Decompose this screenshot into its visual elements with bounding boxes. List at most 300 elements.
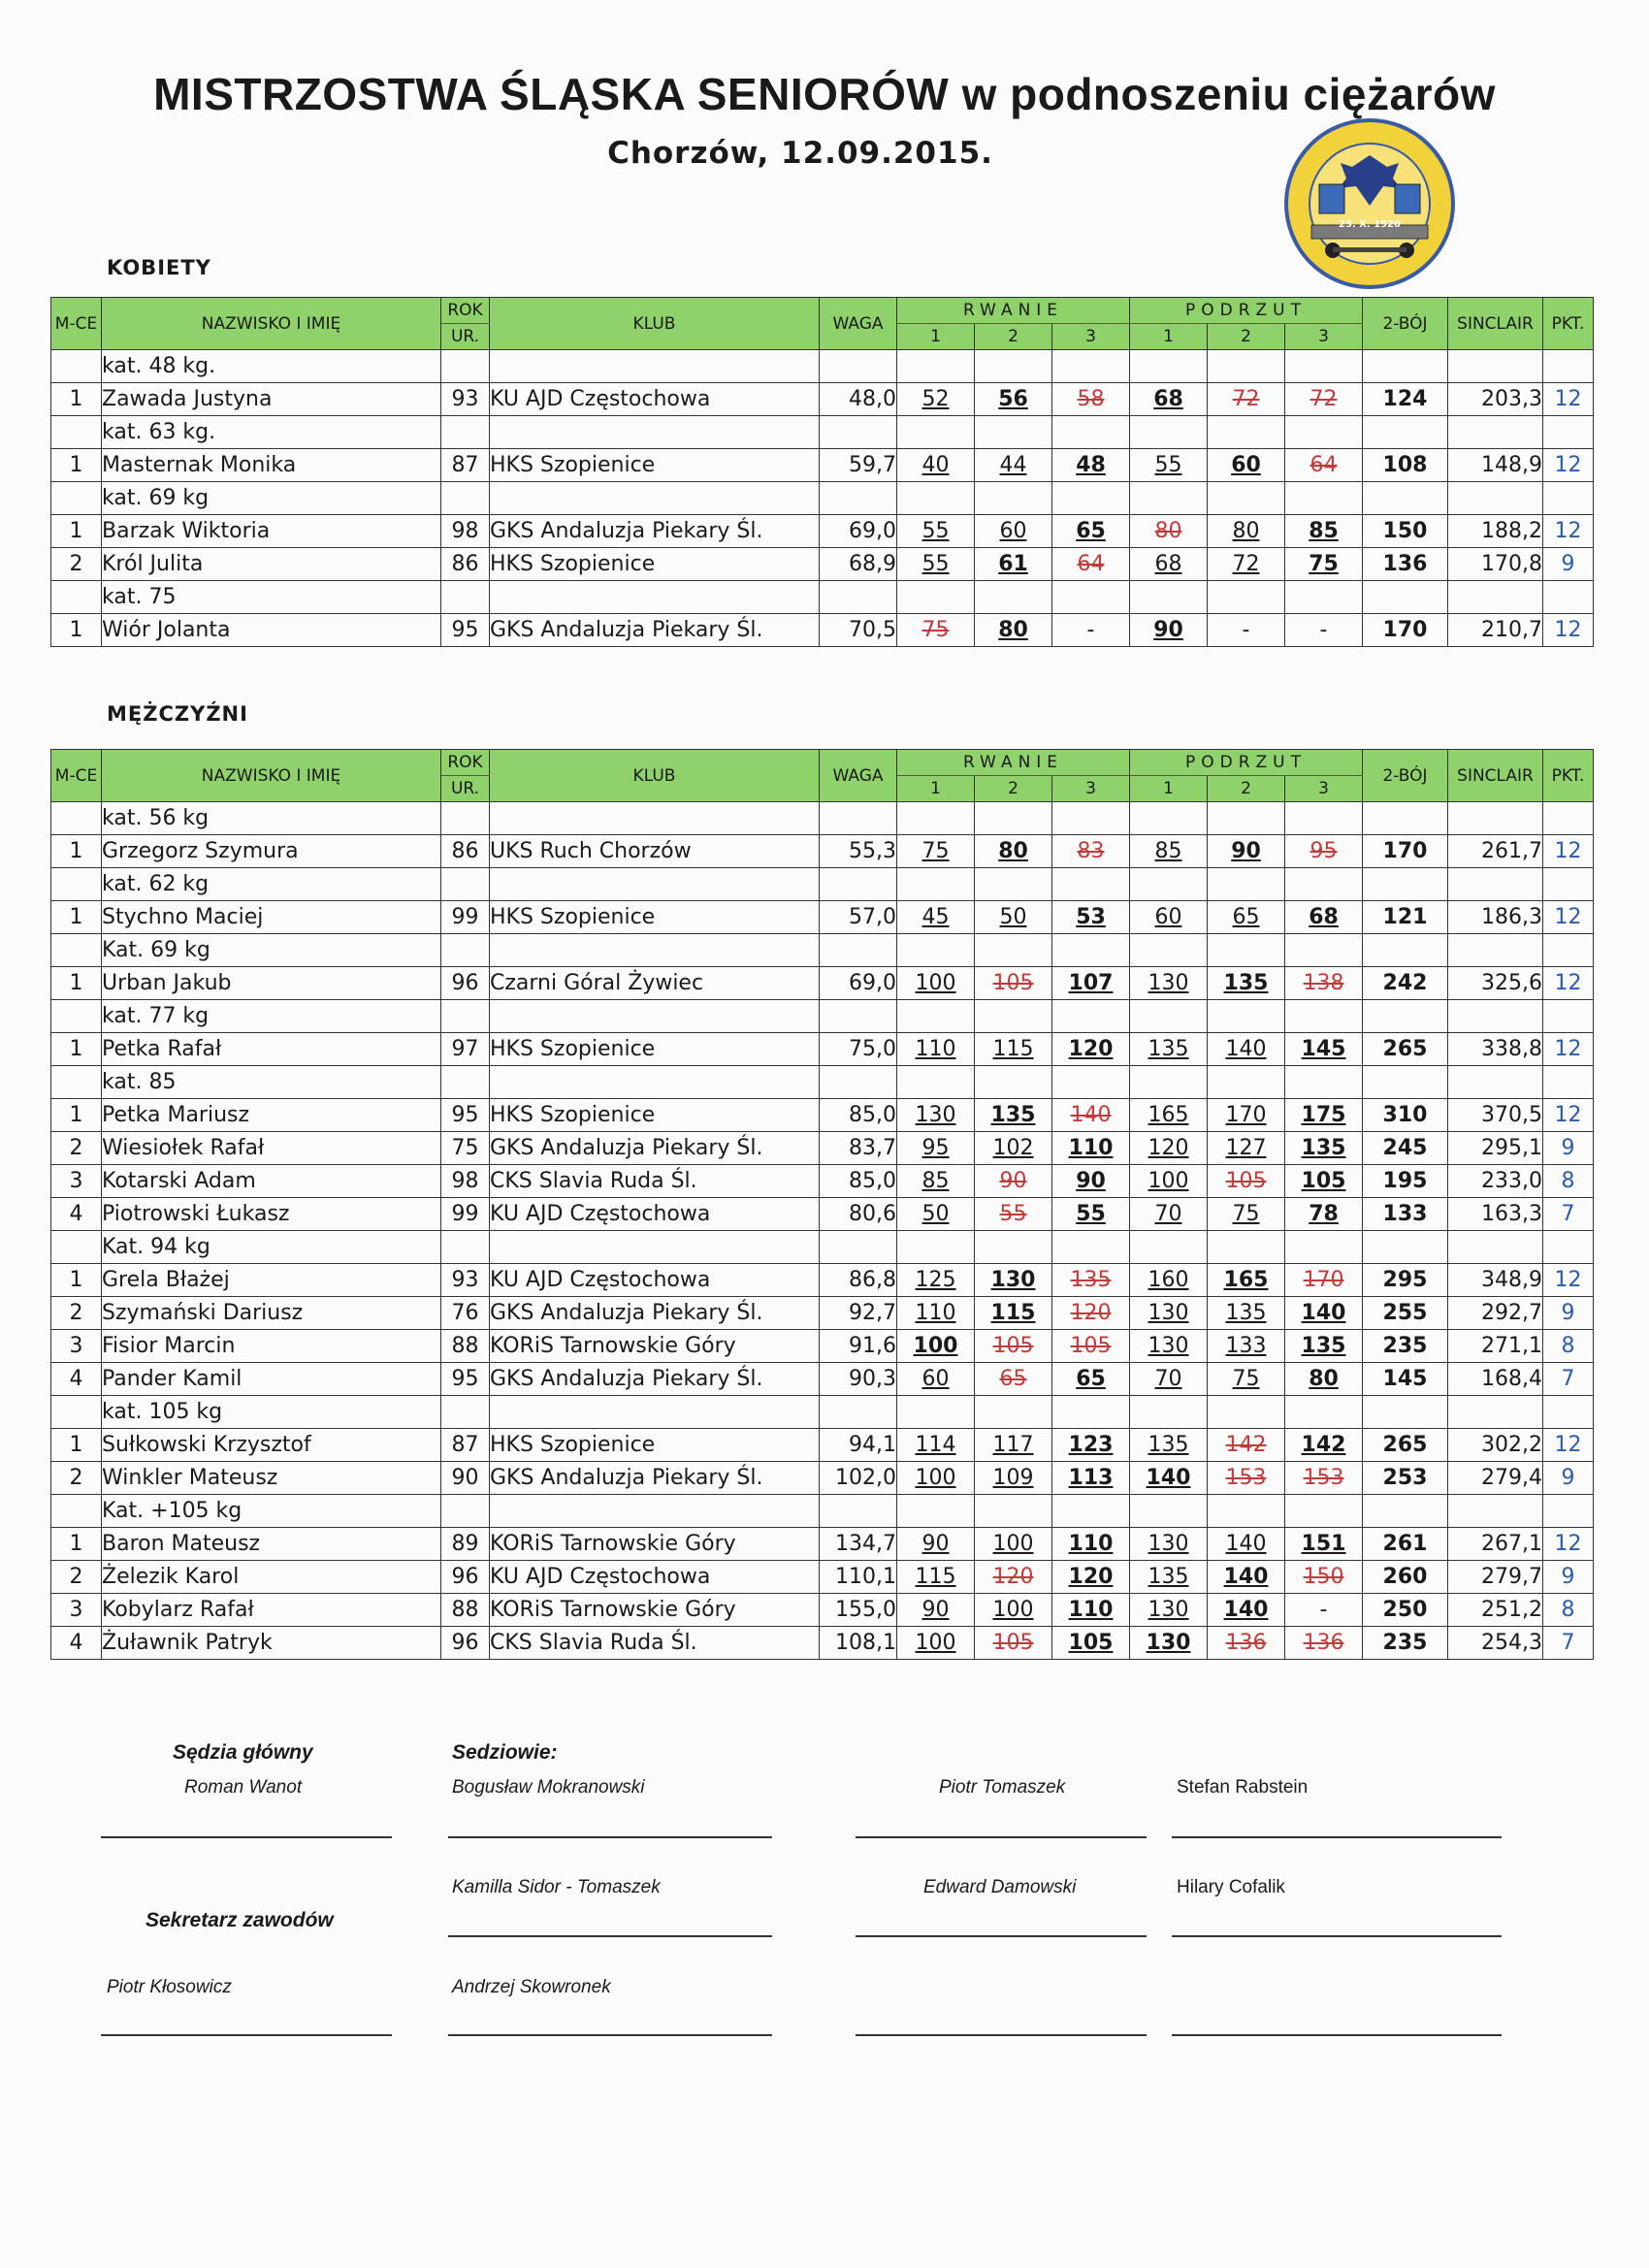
snatch-attempt: 90 bbox=[897, 1594, 975, 1627]
col-clean-jerk: PODRZUT bbox=[1130, 750, 1363, 776]
athlete-row bbox=[51, 1132, 1594, 1165]
place: 1 bbox=[51, 449, 102, 482]
points: 7 bbox=[1543, 1627, 1594, 1660]
clean-jerk-attempt: 140 bbox=[1208, 1528, 1285, 1561]
club: KU AJD Częstochowa bbox=[490, 383, 820, 416]
body-weight: 94,1 bbox=[820, 1429, 897, 1462]
total: 261 bbox=[1363, 1528, 1448, 1561]
sinclair: 261,7 bbox=[1448, 835, 1543, 868]
clean-jerk-attempt: 153 bbox=[1208, 1462, 1285, 1495]
snatch-attempt: 90 bbox=[897, 1528, 975, 1561]
clean-jerk-attempt: 70 bbox=[1130, 1363, 1208, 1396]
place: 2 bbox=[51, 548, 102, 581]
place: 2 bbox=[51, 1462, 102, 1495]
col-attempt: 2 bbox=[975, 776, 1052, 802]
athlete-row bbox=[51, 1330, 1594, 1363]
category-row bbox=[51, 1000, 1594, 1033]
judge-name-1: Bogusław Mokranowski bbox=[452, 1777, 645, 1798]
club: KORiS Tarnowskie Góry bbox=[490, 1330, 820, 1363]
snatch-attempt: 75 bbox=[897, 835, 975, 868]
snatch-attempt: 40 bbox=[897, 449, 975, 482]
clean-jerk-attempt: 80 bbox=[1130, 515, 1208, 548]
athlete-name: Kobylarz Rafał bbox=[102, 1594, 441, 1627]
birth-year: 96 bbox=[441, 967, 490, 1000]
snatch-attempt: 110 bbox=[1052, 1132, 1130, 1165]
clean-jerk-attempt: 160 bbox=[1130, 1264, 1208, 1297]
snatch-attempt: 53 bbox=[1052, 901, 1130, 934]
athlete-name: Baron Mateusz bbox=[102, 1528, 441, 1561]
athlete-name: Stychno Maciej bbox=[102, 901, 441, 934]
total: 170 bbox=[1363, 835, 1448, 868]
snatch-attempt: 65 bbox=[1052, 1363, 1130, 1396]
points: 12 bbox=[1543, 449, 1594, 482]
clean-jerk-attempt: 72 bbox=[1285, 383, 1363, 416]
snatch-attempt: 100 bbox=[975, 1528, 1052, 1561]
body-weight: 108,1 bbox=[820, 1627, 897, 1660]
clean-jerk-attempt: 150 bbox=[1285, 1561, 1363, 1594]
col-attempt: 3 bbox=[1052, 776, 1130, 802]
snatch-attempt: 80 bbox=[975, 835, 1052, 868]
athlete-name: Winkler Mateusz bbox=[102, 1462, 441, 1495]
body-weight: 91,6 bbox=[820, 1330, 897, 1363]
clean-jerk-attempt: 68 bbox=[1130, 548, 1208, 581]
total: 133 bbox=[1363, 1198, 1448, 1231]
col-club: KLUB bbox=[490, 750, 820, 802]
athlete-row bbox=[51, 1594, 1594, 1627]
logo-year: 23. X. 1920 bbox=[1338, 219, 1402, 230]
snatch-attempt: 90 bbox=[1052, 1165, 1130, 1198]
category-label: kat. 77 kg bbox=[102, 1000, 441, 1033]
category-label: kat. 48 kg. bbox=[102, 350, 441, 383]
athlete-row bbox=[51, 901, 1594, 934]
total: 255 bbox=[1363, 1297, 1448, 1330]
category-row bbox=[51, 416, 1594, 449]
place: 1 bbox=[51, 1099, 102, 1132]
snatch-attempt: 105 bbox=[975, 1627, 1052, 1660]
athlete-row bbox=[51, 1297, 1594, 1330]
place: 1 bbox=[51, 1429, 102, 1462]
total: 295 bbox=[1363, 1264, 1448, 1297]
category-row bbox=[51, 1396, 1594, 1429]
place: 1 bbox=[51, 1033, 102, 1066]
snatch-attempt: 83 bbox=[1052, 835, 1130, 868]
body-weight: 86,8 bbox=[820, 1264, 897, 1297]
col-attempt: 1 bbox=[897, 324, 975, 350]
col-attempt: 2 bbox=[975, 324, 1052, 350]
clean-jerk-attempt: 130 bbox=[1130, 1297, 1208, 1330]
snatch-attempt: 120 bbox=[1052, 1297, 1130, 1330]
signature-line bbox=[856, 1935, 1147, 1937]
athlete-row bbox=[51, 548, 1594, 581]
clean-jerk-attempt: 170 bbox=[1208, 1099, 1285, 1132]
secretary-name: Piotr Kłosowicz bbox=[107, 1977, 232, 1997]
points: 8 bbox=[1543, 1594, 1594, 1627]
birth-year: 95 bbox=[441, 614, 490, 647]
points: 9 bbox=[1543, 1462, 1594, 1495]
points: 8 bbox=[1543, 1165, 1594, 1198]
col-sinclair: SINCLAIR bbox=[1448, 298, 1543, 350]
place: 4 bbox=[51, 1363, 102, 1396]
snatch-attempt: 95 bbox=[897, 1132, 975, 1165]
birth-year: 90 bbox=[441, 1462, 490, 1495]
body-weight: 75,0 bbox=[820, 1033, 897, 1066]
athlete-name: Grzegorz Szymura bbox=[102, 835, 441, 868]
points: 9 bbox=[1543, 1561, 1594, 1594]
signature-line bbox=[1172, 2034, 1502, 2036]
snatch-attempt: 114 bbox=[897, 1429, 975, 1462]
athlete-row bbox=[51, 1363, 1594, 1396]
other-official-name: Andrzej Skowronek bbox=[452, 1977, 611, 1997]
total: 195 bbox=[1363, 1165, 1448, 1198]
points: 12 bbox=[1543, 1264, 1594, 1297]
place: 2 bbox=[51, 1561, 102, 1594]
sinclair: 295,1 bbox=[1448, 1132, 1543, 1165]
body-weight: 48,0 bbox=[820, 383, 897, 416]
clean-jerk-attempt: 78 bbox=[1285, 1198, 1363, 1231]
athlete-name: Wiór Jolanta bbox=[102, 614, 441, 647]
total: 260 bbox=[1363, 1561, 1448, 1594]
birth-year: 95 bbox=[441, 1099, 490, 1132]
col-attempt: 1 bbox=[897, 776, 975, 802]
body-weight: 69,0 bbox=[820, 515, 897, 548]
body-weight: 83,7 bbox=[820, 1132, 897, 1165]
snatch-attempt: 105 bbox=[975, 967, 1052, 1000]
col-place: M-CE bbox=[51, 750, 102, 802]
points: 12 bbox=[1543, 1099, 1594, 1132]
category-row bbox=[51, 581, 1594, 614]
clean-jerk-attempt: 135 bbox=[1130, 1429, 1208, 1462]
total: 310 bbox=[1363, 1099, 1448, 1132]
signature-line bbox=[101, 2034, 392, 2036]
col-place: M-CE bbox=[51, 298, 102, 350]
athlete-name: Pander Kamil bbox=[102, 1363, 441, 1396]
sinclair: 210,7 bbox=[1448, 614, 1543, 647]
total: 245 bbox=[1363, 1132, 1448, 1165]
snatch-attempt: 52 bbox=[897, 383, 975, 416]
clean-jerk-attempt: 140 bbox=[1130, 1462, 1208, 1495]
total: 242 bbox=[1363, 967, 1448, 1000]
col-weight: WAGA bbox=[820, 750, 897, 802]
athlete-name: Fisior Marcin bbox=[102, 1330, 441, 1363]
points: 9 bbox=[1543, 1132, 1594, 1165]
body-weight: 110,1 bbox=[820, 1561, 897, 1594]
athlete-name: Petka Rafał bbox=[102, 1033, 441, 1066]
col-year-2: UR. bbox=[441, 324, 490, 350]
snatch-attempt: 135 bbox=[1052, 1264, 1130, 1297]
snatch-attempt: 45 bbox=[897, 901, 975, 934]
clean-jerk-attempt: 130 bbox=[1130, 1627, 1208, 1660]
category-label: kat. 85 bbox=[102, 1066, 441, 1099]
snatch-attempt: 107 bbox=[1052, 967, 1130, 1000]
col-name: NAZWISKO I IMIĘ bbox=[102, 298, 441, 350]
category-row bbox=[51, 482, 1594, 515]
snatch-attempt: 48 bbox=[1052, 449, 1130, 482]
snatch-attempt: 123 bbox=[1052, 1429, 1130, 1462]
snatch-attempt: 135 bbox=[975, 1099, 1052, 1132]
snatch-attempt: 90 bbox=[975, 1165, 1052, 1198]
athlete-name: Szymański Dariusz bbox=[102, 1297, 441, 1330]
signature-line bbox=[448, 2034, 772, 2036]
birth-year: 98 bbox=[441, 515, 490, 548]
athlete-row bbox=[51, 449, 1594, 482]
club: KU AJD Częstochowa bbox=[490, 1198, 820, 1231]
snatch-attempt: 115 bbox=[897, 1561, 975, 1594]
snatch-attempt: 100 bbox=[897, 967, 975, 1000]
snatch-attempt: 105 bbox=[1052, 1627, 1130, 1660]
category-row bbox=[51, 1495, 1594, 1528]
points: 12 bbox=[1543, 1429, 1594, 1462]
sinclair: 279,4 bbox=[1448, 1462, 1543, 1495]
snatch-attempt: 56 bbox=[975, 383, 1052, 416]
snatch-attempt: 55 bbox=[975, 1198, 1052, 1231]
snatch-attempt: 115 bbox=[975, 1297, 1052, 1330]
clean-jerk-attempt: 151 bbox=[1285, 1528, 1363, 1561]
athlete-row bbox=[51, 1429, 1594, 1462]
athlete-row bbox=[51, 1627, 1594, 1660]
category-label: Kat. +105 kg bbox=[102, 1495, 441, 1528]
snatch-attempt: - bbox=[1052, 614, 1130, 647]
athlete-name: Masternak Monika bbox=[102, 449, 441, 482]
snatch-attempt: 109 bbox=[975, 1462, 1052, 1495]
clean-jerk-attempt: 130 bbox=[1130, 967, 1208, 1000]
athlete-row bbox=[51, 1561, 1594, 1594]
athlete-row bbox=[51, 383, 1594, 416]
club: GKS Andaluzja Piekary Śl. bbox=[490, 1297, 820, 1330]
clean-jerk-attempt: 165 bbox=[1208, 1264, 1285, 1297]
clean-jerk-attempt: 130 bbox=[1130, 1528, 1208, 1561]
clean-jerk-attempt: - bbox=[1208, 614, 1285, 647]
athlete-row bbox=[51, 1264, 1594, 1297]
athlete-row bbox=[51, 1099, 1594, 1132]
place: 4 bbox=[51, 1198, 102, 1231]
category-label: kat. 69 kg bbox=[102, 482, 441, 515]
body-weight: 90,3 bbox=[820, 1363, 897, 1396]
clean-jerk-attempt: 70 bbox=[1130, 1198, 1208, 1231]
body-weight: 68,9 bbox=[820, 548, 897, 581]
place: 2 bbox=[51, 1132, 102, 1165]
athlete-row bbox=[51, 1462, 1594, 1495]
col-points: PKT. bbox=[1543, 750, 1594, 802]
clean-jerk-attempt: 55 bbox=[1130, 449, 1208, 482]
secretary-title: Sekretarz zawodów bbox=[146, 1909, 334, 1931]
col-total: 2-BÓJ bbox=[1363, 750, 1448, 802]
page-title: MISTRZOSTWA ŚLĄSKA SENIORÓW w podnoszeniu ciężarów bbox=[153, 69, 1496, 119]
category-label: Kat. 94 kg bbox=[102, 1231, 441, 1264]
signature-line bbox=[856, 1836, 1147, 1838]
athlete-name: Zawada Justyna bbox=[102, 383, 441, 416]
clean-jerk-attempt: 127 bbox=[1208, 1132, 1285, 1165]
clean-jerk-attempt: 85 bbox=[1130, 835, 1208, 868]
snatch-attempt: 100 bbox=[897, 1627, 975, 1660]
col-weight: WAGA bbox=[820, 298, 897, 350]
birth-year: 88 bbox=[441, 1330, 490, 1363]
club: GKS Andaluzja Piekary Śl. bbox=[490, 1132, 820, 1165]
clean-jerk-attempt: 80 bbox=[1285, 1363, 1363, 1396]
total: 124 bbox=[1363, 383, 1448, 416]
body-weight: 85,0 bbox=[820, 1165, 897, 1198]
club: Czarni Góral Żywiec bbox=[490, 967, 820, 1000]
club: KORiS Tarnowskie Góry bbox=[490, 1528, 820, 1561]
sinclair: 325,6 bbox=[1448, 967, 1543, 1000]
body-weight: 57,0 bbox=[820, 901, 897, 934]
points: 9 bbox=[1543, 548, 1594, 581]
head-judge-name: Roman Wanot bbox=[184, 1777, 303, 1798]
snatch-attempt: 117 bbox=[975, 1429, 1052, 1462]
category-row bbox=[51, 1231, 1594, 1264]
points: 12 bbox=[1543, 383, 1594, 416]
body-weight: 134,7 bbox=[820, 1528, 897, 1561]
col-attempt: 2 bbox=[1208, 324, 1285, 350]
clean-jerk-attempt: 136 bbox=[1208, 1627, 1285, 1660]
signature-line bbox=[1172, 1935, 1502, 1937]
clean-jerk-attempt: 138 bbox=[1285, 967, 1363, 1000]
category-label: kat. 105 kg bbox=[102, 1396, 441, 1429]
snatch-attempt: 125 bbox=[897, 1264, 975, 1297]
snatch-attempt: 120 bbox=[975, 1561, 1052, 1594]
clean-jerk-attempt: 100 bbox=[1130, 1165, 1208, 1198]
athlete-name: Żelezik Karol bbox=[102, 1561, 441, 1594]
snatch-attempt: 100 bbox=[897, 1462, 975, 1495]
body-weight: 70,5 bbox=[820, 614, 897, 647]
clean-jerk-attempt: 133 bbox=[1208, 1330, 1285, 1363]
clean-jerk-attempt: 140 bbox=[1208, 1594, 1285, 1627]
clean-jerk-attempt: 140 bbox=[1285, 1297, 1363, 1330]
athlete-name: Barzak Wiktoria bbox=[102, 515, 441, 548]
body-weight: 85,0 bbox=[820, 1099, 897, 1132]
snatch-attempt: 58 bbox=[1052, 383, 1130, 416]
category-label: kat. 63 kg. bbox=[102, 416, 441, 449]
points: 12 bbox=[1543, 1528, 1594, 1561]
clean-jerk-attempt: 68 bbox=[1285, 901, 1363, 934]
total: 150 bbox=[1363, 515, 1448, 548]
total: 265 bbox=[1363, 1033, 1448, 1066]
athlete-row bbox=[51, 967, 1594, 1000]
clean-jerk-attempt: - bbox=[1285, 614, 1363, 647]
club: KU AJD Częstochowa bbox=[490, 1264, 820, 1297]
club: GKS Andaluzja Piekary Śl. bbox=[490, 1462, 820, 1495]
athlete-row bbox=[51, 835, 1594, 868]
sinclair: 188,2 bbox=[1448, 515, 1543, 548]
athlete-name: Petka Mariusz bbox=[102, 1099, 441, 1132]
place: 2 bbox=[51, 1297, 102, 1330]
signature-line bbox=[1172, 1836, 1502, 1838]
clean-jerk-attempt: 75 bbox=[1208, 1363, 1285, 1396]
birth-year: 99 bbox=[441, 901, 490, 934]
clean-jerk-attempt: 60 bbox=[1130, 901, 1208, 934]
club: KORiS Tarnowskie Góry bbox=[490, 1594, 820, 1627]
clean-jerk-attempt: 68 bbox=[1130, 383, 1208, 416]
snatch-attempt: 55 bbox=[897, 548, 975, 581]
club: HKS Szopienice bbox=[490, 901, 820, 934]
birth-year: 99 bbox=[441, 1198, 490, 1231]
place: 1 bbox=[51, 515, 102, 548]
snatch-attempt: 75 bbox=[897, 614, 975, 647]
col-sinclair: SINCLAIR bbox=[1448, 750, 1543, 802]
athlete-name: Grela Błażej bbox=[102, 1264, 441, 1297]
place: 1 bbox=[51, 835, 102, 868]
judge-name-6: Hilary Cofalik bbox=[1177, 1877, 1285, 1897]
place: 3 bbox=[51, 1330, 102, 1363]
clean-jerk-attempt: 60 bbox=[1208, 449, 1285, 482]
clean-jerk-attempt: 153 bbox=[1285, 1462, 1363, 1495]
women-results-table bbox=[50, 297, 1594, 647]
snatch-attempt: 64 bbox=[1052, 548, 1130, 581]
club: GKS Andaluzja Piekary Śl. bbox=[490, 515, 820, 548]
col-attempt: 3 bbox=[1285, 324, 1363, 350]
athlete-row bbox=[51, 1528, 1594, 1561]
sinclair: 186,3 bbox=[1448, 901, 1543, 934]
points: 9 bbox=[1543, 1297, 1594, 1330]
points: 12 bbox=[1543, 1033, 1594, 1066]
clean-jerk-attempt: 140 bbox=[1208, 1033, 1285, 1066]
clean-jerk-attempt: 130 bbox=[1130, 1330, 1208, 1363]
club: UKS Ruch Chorzów bbox=[490, 835, 820, 868]
snatch-attempt: 55 bbox=[897, 515, 975, 548]
sinclair: 251,2 bbox=[1448, 1594, 1543, 1627]
clean-jerk-attempt: 175 bbox=[1285, 1099, 1363, 1132]
clean-jerk-attempt: 72 bbox=[1208, 383, 1285, 416]
club: HKS Szopienice bbox=[490, 1033, 820, 1066]
col-points: PKT. bbox=[1543, 298, 1594, 350]
col-attempt: 1 bbox=[1130, 776, 1208, 802]
col-snatch: RWANIE bbox=[897, 750, 1130, 776]
col-year-2: UR. bbox=[441, 776, 490, 802]
judge-name-2: Piotr Tomaszek bbox=[939, 1777, 1066, 1798]
snatch-attempt: 85 bbox=[897, 1165, 975, 1198]
clean-jerk-attempt: 72 bbox=[1208, 548, 1285, 581]
club: HKS Szopienice bbox=[490, 1429, 820, 1462]
clean-jerk-attempt: 75 bbox=[1208, 1198, 1285, 1231]
clean-jerk-attempt: 135 bbox=[1208, 1297, 1285, 1330]
points: 12 bbox=[1543, 515, 1594, 548]
sinclair: 271,1 bbox=[1448, 1330, 1543, 1363]
category-row bbox=[51, 934, 1594, 967]
men-section-title: MĘŻCZYŹNI bbox=[107, 702, 248, 726]
athlete-name: Kotarski Adam bbox=[102, 1165, 441, 1198]
sinclair: 267,1 bbox=[1448, 1528, 1543, 1561]
snatch-attempt: 100 bbox=[975, 1594, 1052, 1627]
birth-year: 89 bbox=[441, 1528, 490, 1561]
clean-jerk-attempt: 90 bbox=[1208, 835, 1285, 868]
place: 1 bbox=[51, 1528, 102, 1561]
col-name: NAZWISKO I IMIĘ bbox=[102, 750, 441, 802]
body-weight: 155,0 bbox=[820, 1594, 897, 1627]
birth-year: 95 bbox=[441, 1363, 490, 1396]
birth-year: 75 bbox=[441, 1132, 490, 1165]
club: KU AJD Częstochowa bbox=[490, 1561, 820, 1594]
body-weight: 92,7 bbox=[820, 1297, 897, 1330]
athlete-row bbox=[51, 1165, 1594, 1198]
athlete-name: Żuławnik Patryk bbox=[102, 1627, 441, 1660]
signature-line bbox=[448, 1836, 772, 1838]
sinclair: 203,3 bbox=[1448, 383, 1543, 416]
signature-line bbox=[856, 2034, 1147, 2036]
snatch-attempt: 130 bbox=[897, 1099, 975, 1132]
clean-jerk-attempt: 136 bbox=[1285, 1627, 1363, 1660]
snatch-attempt: 110 bbox=[897, 1297, 975, 1330]
snatch-attempt: 61 bbox=[975, 548, 1052, 581]
snatch-attempt: 110 bbox=[1052, 1528, 1130, 1561]
place: 1 bbox=[51, 901, 102, 934]
snatch-attempt: 65 bbox=[975, 1363, 1052, 1396]
birth-year: 97 bbox=[441, 1033, 490, 1066]
snatch-attempt: 50 bbox=[975, 901, 1052, 934]
place: 3 bbox=[51, 1594, 102, 1627]
category-row bbox=[51, 802, 1594, 835]
sinclair: 302,2 bbox=[1448, 1429, 1543, 1462]
clean-jerk-attempt: 85 bbox=[1285, 515, 1363, 548]
clean-jerk-attempt: 170 bbox=[1285, 1264, 1363, 1297]
